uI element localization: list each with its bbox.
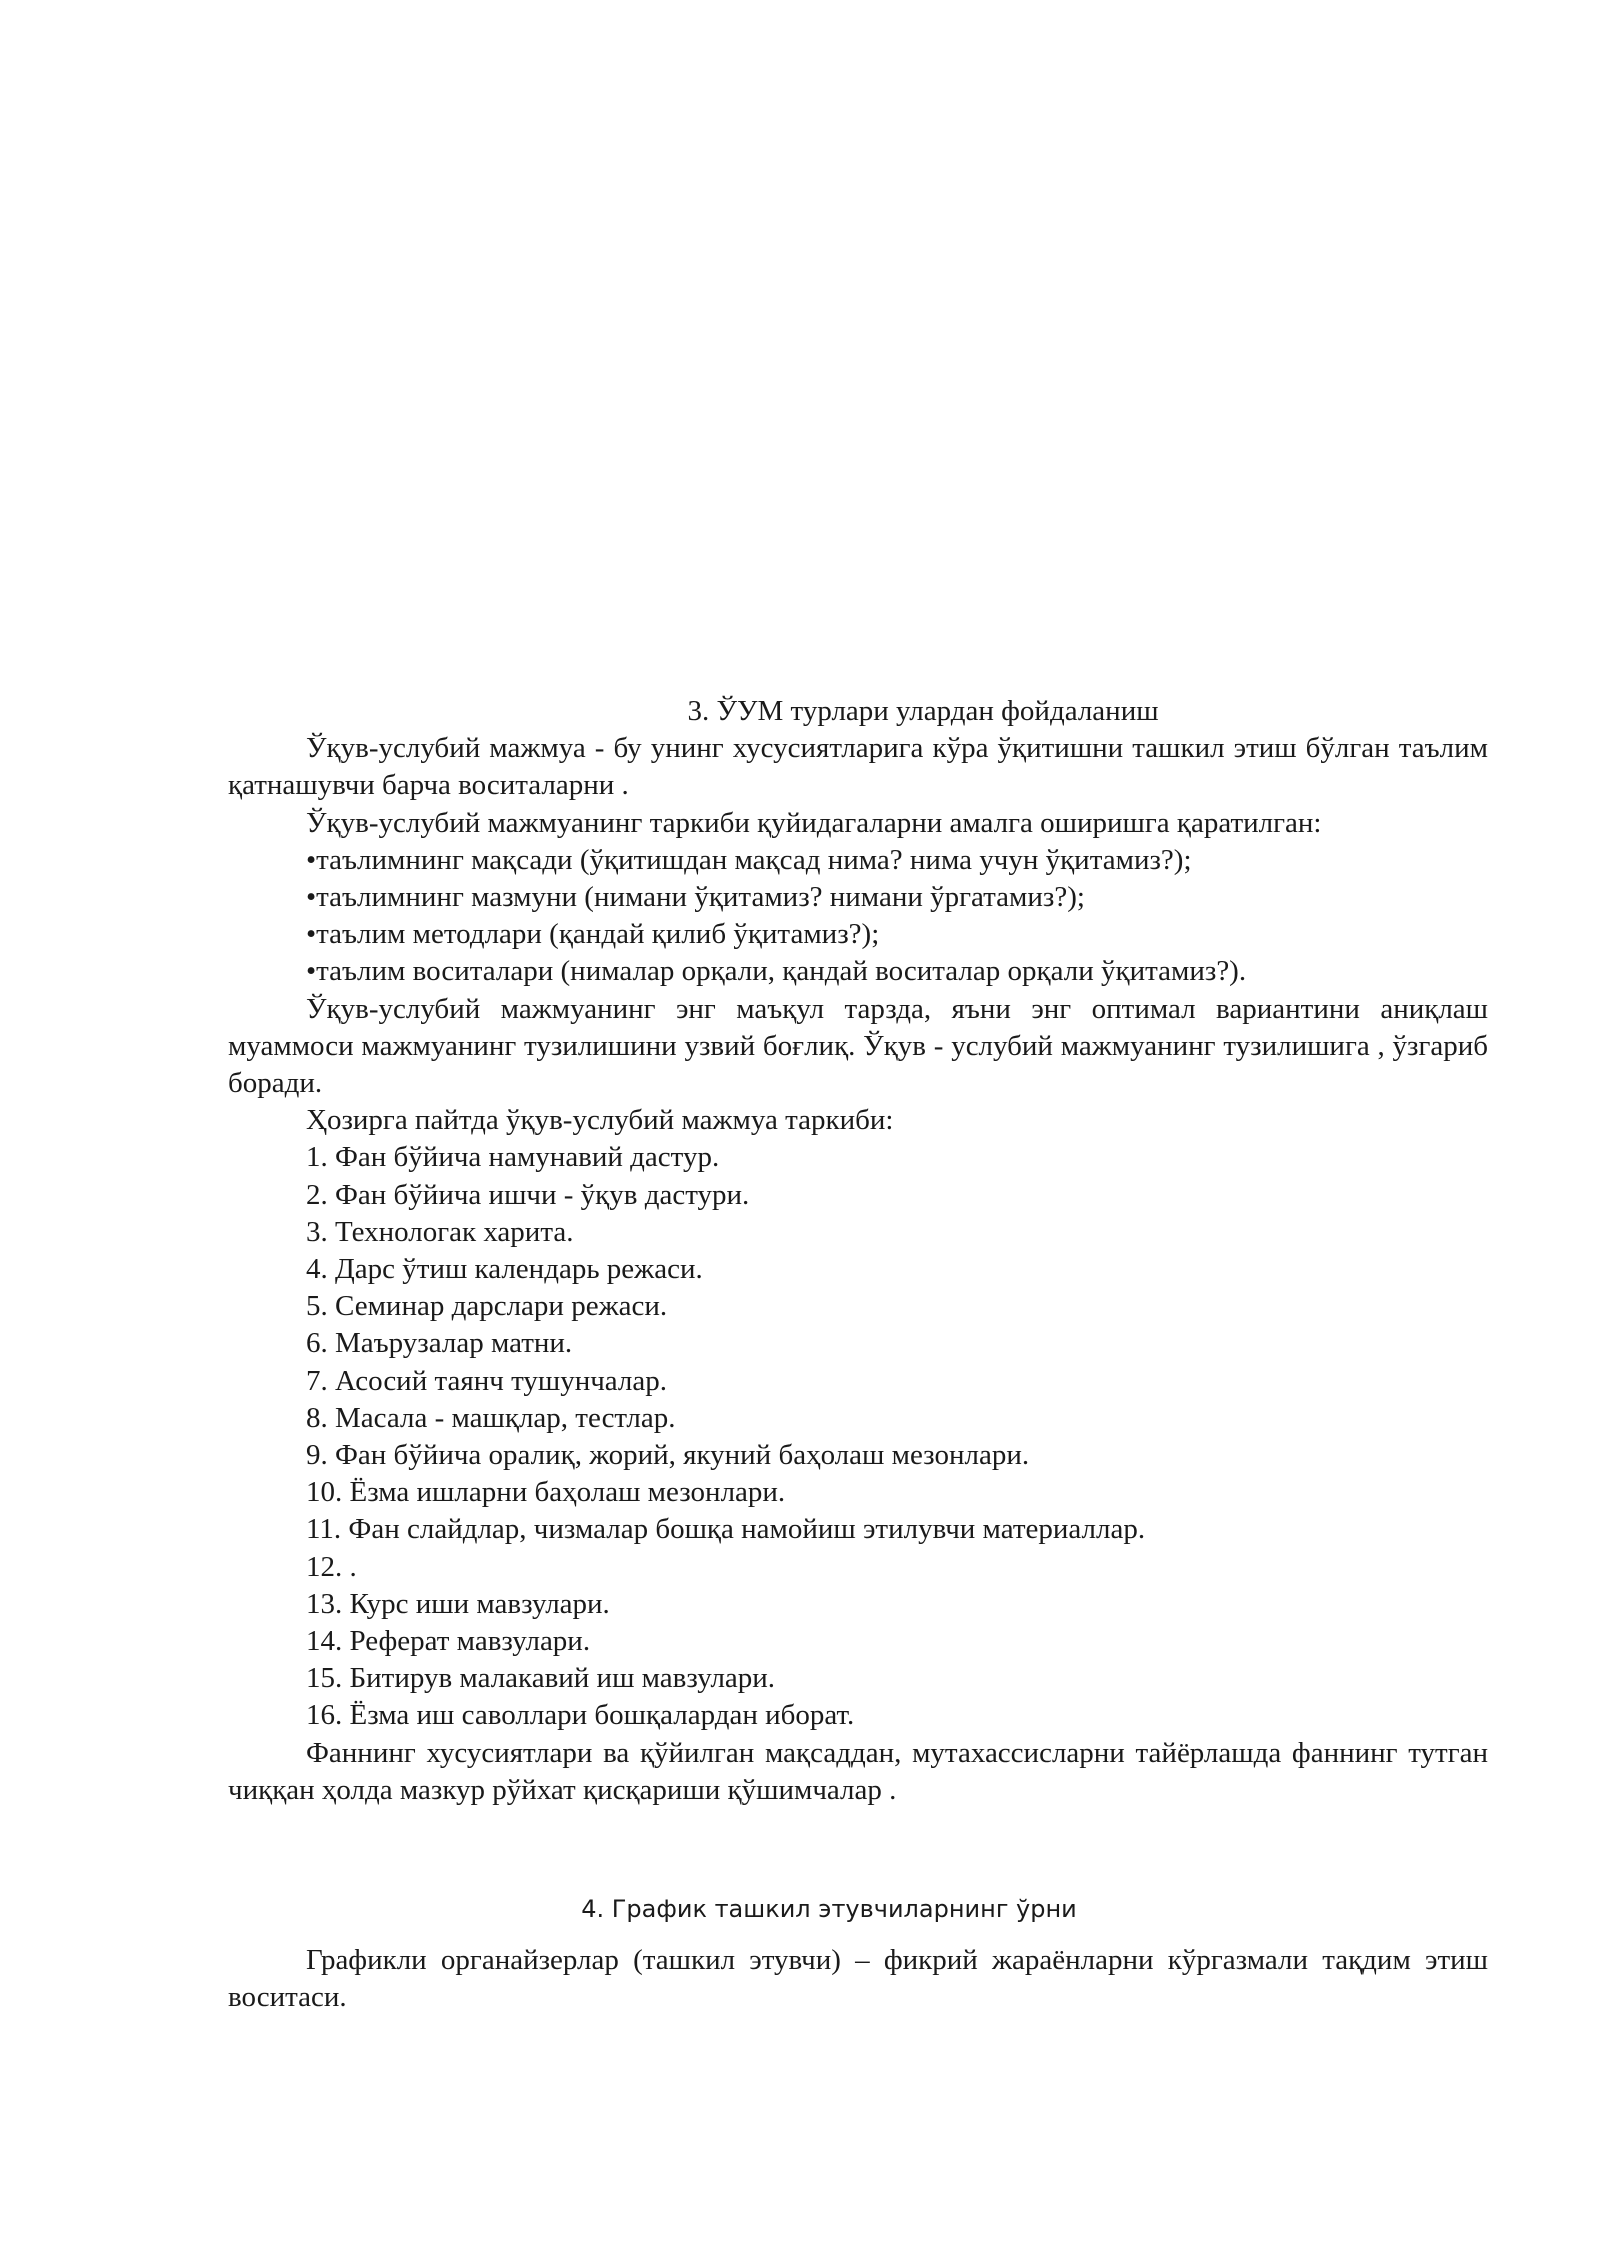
list-item: 6. Маърузалар матни.: [306, 1327, 573, 1360]
list-item: 14. Реферат мавзулари.: [306, 1625, 591, 1658]
section-3-paragraph-3: Ўқув-услубий мажмуанинг энг маъқул тарзда, яъни энг оптимал вариантини аниқлаш муаммоси мажмуанинг тузилишини узвий боғлиқ. Ўқув - услубий мажмуанинг тузилишига , ўзгариб боради.: [228, 992, 1488, 1100]
list-item: 15. Битирув малакавий иш мавзулари.: [306, 1662, 776, 1695]
section-4: [228, 1942, 1488, 2016]
list-item: 2. Фан бўйича ишчи - ўқув дастури.: [306, 1178, 750, 1211]
section-3-paragraph-2: Ўқув-услубий мажмуанинг таркиби қуйидагаларни амалга оширишга қаратилган:: [306, 806, 1322, 839]
list-item: 11. Фан слайдлар, чизмалар бошқа намойиш этилувчи материаллар.: [306, 1513, 1146, 1546]
section-3-heading: 3. ЎУМ турлари улардан фойдаланиш: [687, 695, 1159, 727]
section-3-paragraph-1: Ўқув-услубий мажмуа - бу унинг хусусиятларига кўра ўқитишни ташкил этиш бўлган таълим қатнашувчи барча воситаларни .: [228, 732, 1488, 802]
bullet-item: •таълим воситалари (нималар орқали, қандай воситалар орқали ўқитамиз?).: [306, 955, 1247, 988]
list-item: 8. Масала - машқлар, тестлар.: [306, 1401, 676, 1434]
bullet-item: •таълим методлари (қандай қилиб ўқитамиз?);: [306, 918, 880, 951]
list-item: 12. .: [306, 1550, 357, 1583]
section-3-paragraph-5: Фаннинг хусусиятлари ва қўйилган мақсаддан, мутахассисларни тайёрлашда фаннинг тутган чиққан ҳолда мазкур рўйхат қисқариши қўшимчалар .: [228, 1736, 1488, 1806]
list-item: 10. Ёзма ишларни баҳолаш мезонлари.: [306, 1476, 786, 1509]
section-4-heading: 4. График ташкил этувчиларнинг ўрни: [581, 1895, 1077, 1923]
section-3-paragraph-4: Ҳозирга пайтда ўқув-услубий мажмуа таркиби:: [306, 1104, 894, 1137]
list-item: 9. Фан бўйича оралиқ, жорий, якуний баҳолаш мезонлари.: [306, 1439, 1030, 1472]
list-item: 16. Ёзма иш саволлари бошқалардан иборат.: [306, 1699, 855, 1732]
list-item: 7. Асосий таянч тушунчалар.: [306, 1364, 668, 1397]
section-4-paragraph-1: Графикли органайзерлар (ташкил этувчи) – фикрий жараёнларни кўргазмали тақдим этиш воситаси.: [228, 1944, 1488, 2014]
list-item: 1. Фан бўйича намунавий дастур.: [306, 1141, 720, 1174]
list-item: 4. Дарс ўтиш календарь режаси.: [306, 1253, 703, 1286]
list-item: 3. Технологак харита.: [306, 1215, 574, 1248]
bullet-item: •таълимнинг мазмуни (нимани ўқитамиз? нимани ўргатамиз?);: [306, 881, 1085, 914]
list-item: 13. Курс иши мавзулари.: [306, 1587, 610, 1620]
bullet-item: •таълимнинг мақсади (ўқитишдан мақсад нима? нима учун ўқитамиз?);: [306, 843, 1192, 876]
list-item: 5. Семинар дарслари режаси.: [306, 1290, 668, 1323]
section-3: [228, 693, 1488, 1809]
